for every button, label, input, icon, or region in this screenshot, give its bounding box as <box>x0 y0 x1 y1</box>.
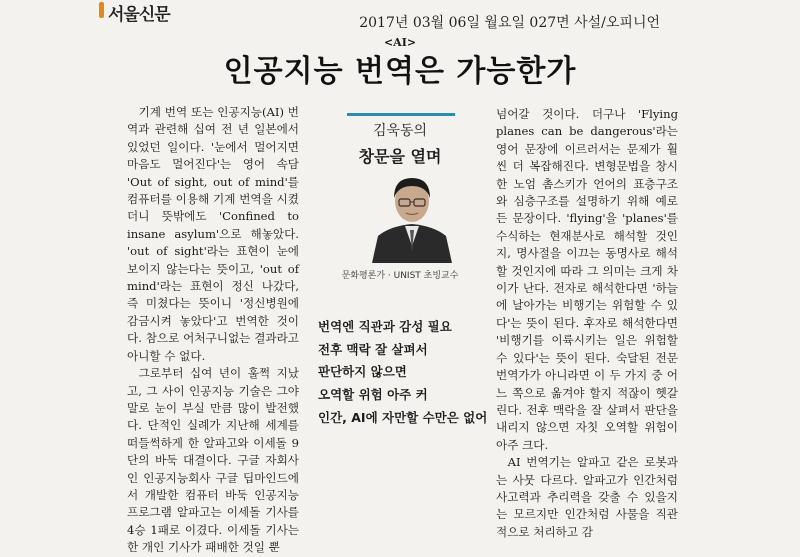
author-portrait <box>372 168 452 263</box>
column-accent-rule <box>347 113 455 116</box>
author-name: 김욱동의 <box>372 123 428 139</box>
column-title: 창문을 열며 <box>358 147 442 166</box>
paragraph: 그로부터 십여 년이 훌쩍 지났고, 그 사이 인공지능 기술은 그야말로 눈이 부실 만큼 많이 발전했다. 단적인 실례가 지난해 세계를 떠들썩하게 한 알파고와 이세돌 9단의 바둑 대결이다. 구글 자회사인 인공지능회사 구글 딥마인드에서 개발한 컴퓨터 바둑 인공지능 프로그램 알파고는 이세돌 기사를 4승 1패로 이겼다. 이세돌 기사는 한 개인 기사가 패배한 것일 뿐 <box>127 366 299 555</box>
pull-quote-list <box>318 316 488 430</box>
newspaper-logo: 서울신문 <box>108 5 170 25</box>
headline: 인공지능 번역은 가능한가 <box>223 54 577 89</box>
article-column-right <box>496 106 678 541</box>
paragraph: 넘어갈 것이다. 더구나 'Flying planes can be dangerous'라는 영어 문장에 이르러서는 문제가 훨씬 더 복잡해진다. 변형문법을 창시한 노엄 촘스키가 언어의 표층구조와 심층구조를 설명하기 위해 예로 든 문장이다. 'flying'을 'planes'를 수식하는 현재분사로 해석할 것인지, 명사절을 이끄는 동명사로 해석할 것인지에 따라 그 의미는 크게 차이가 난다. 전자로 해석한다면 '하늘에 날아가는 비행기는 위험할 수 있다'는 뜻이 된다. 후자로 해석한다면 '비행기를 이륙시키는 일은 위험할 수 있다'는 뜻이 된다. 숙달된 전문 번역가가 아니라면 이 두 가지 중 어느 쪽으로 옮겨야 할지 적잖이 헷갈린다. 전후 맥락을 잘 살펴서 판단을 내리지 않으면 자칫 오역할 위험이 아주 크다. <box>496 107 678 452</box>
pull-quote: 번역엔 직관과 감성 필요 <box>318 319 452 334</box>
article-column-left <box>127 104 299 557</box>
pull-quote: 판단하지 않으면 <box>318 364 407 380</box>
paragraph: 기계 번역 또는 인공지능(AI) 번역과 관련해 십여 전 년 일본에서 있었던 일이다. '눈에서 멀어지면 마음도 멀어진다'는 영어 속담 'Out of sight, out of mind'를 컴퓨터를 이용해 기계 번역을 시켰더니 뜻밖에도 'Confined to insane asylum'으로 해놓았다. 'out of sight'라는 표현이 눈에 보이지 않는다는 뜻이고, 'out of mind'라는 표현이 정신 나갔다, 즉 미쳤다는 뜻이니 '정신병원에 감금시켜 놓았다'고 번역한 것이다. 참으로 어처구니없는 결과라고 아니할 수 없다. <box>127 105 299 363</box>
pull-quote: 전후 맥락 잘 살펴서 <box>318 341 428 357</box>
headline-kicker: <AI> <box>383 36 417 49</box>
pull-quote: 오역할 위험 아주 커 <box>318 387 428 403</box>
dateline: 2017년 03월 06일 월요일 027면 사설/오피니언 <box>359 15 660 31</box>
pull-quote: 인간, AI에 자만할 수만은 없어 <box>318 409 488 425</box>
paragraph: AI 번역기는 알파고 같은 로봇과는 사뭇 다르다. 알파고가 인간처럼 사고력과 추리력을 갖출 수 있을지는 모르지만 인간처럼 사물을 직관적으로 처리하고 감 <box>496 455 678 539</box>
logo-mark <box>99 2 104 18</box>
author-box <box>320 120 480 167</box>
author-caption: 문화평론가 · UNIST 초빙교수 <box>341 271 459 281</box>
